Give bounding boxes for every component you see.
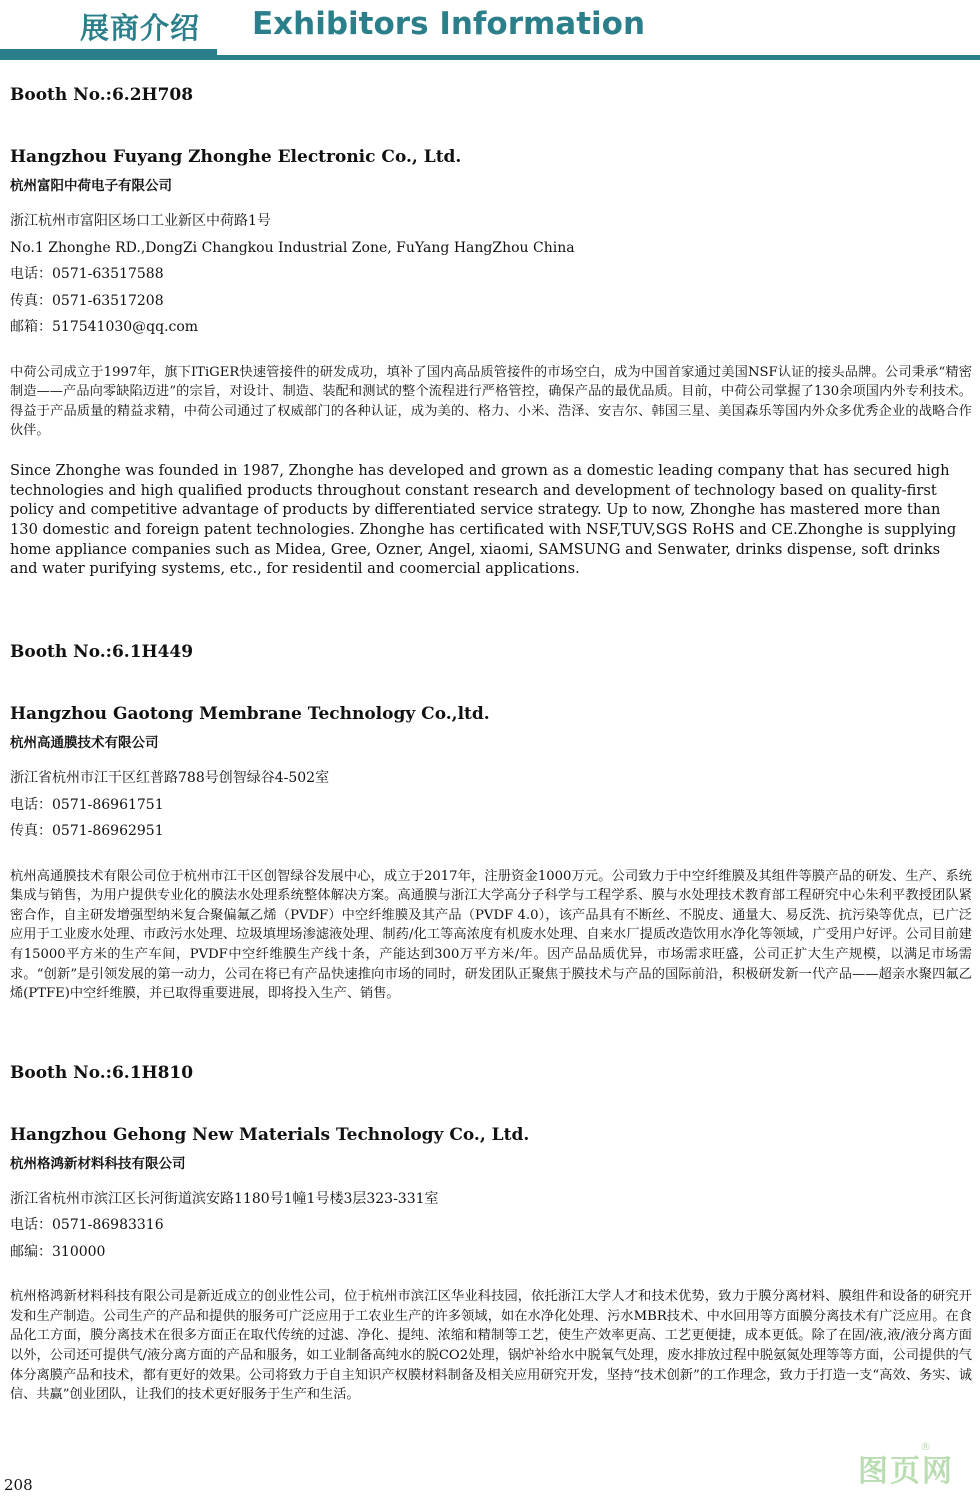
company-name-en: Hangzhou Gehong New Materials Technology Co., Ltd. (10, 1124, 530, 1145)
company-name-cn: 杭州富阳中荷电子有限公司 (10, 178, 172, 194)
contact-phone: 电话：0571-86961751 (10, 796, 164, 813)
watermark-registered-mark: ® (920, 1440, 931, 1453)
page-header (0, 0, 980, 62)
description-cn: 中荷公司成立于1997年，旗下ITiGER快速管接件的研发成功，填补了国内高品质管接件的市场空白，成为中国首家通过美国NSF认证的接头品牌。公司秉承“精密制造——产品向零缺陷迈进”的宗旨，对设计、制造、装配和测试的整个流程进行严格管控，确保产品的最优品质。目前，中荷公司掌握了130余项国内外专利技术。得益于产品质量的精益求精，中荷公司通过了权威部门的各种认证，成为美的、格力、小米、浩泽、安吉尔、韩国三星、美国森乐等国内外众多优秀企业的战略合作伙伴。 (10, 364, 972, 439)
exhibitor-entry (10, 1062, 972, 1405)
description-cn: 杭州高通膜技术有限公司位于杭州市江干区创智绿谷发展中心，成立于2017年，注册资金1000万元。公司致力于中空纤维膜及其组件等膜产品的研发、生产、系统集成与销售，为用户提供专业化的膜法水处理系统整体解决方案。高通膜与浙江大学高分子科学与工程学系、膜与水处理技术教育部工程研究中心朱利平教授团队紧密合作，自主研发增强型纳米复合聚偏氟乙烯（PVDF）中空纤维膜及其产品（PVDF 4.0），该产品具有不断丝、不脱皮、通量大、易反洗、抗污染等优点，已广泛应用于工业废水处理、市政污水处理、垃圾填埋场渗滤液处理、制药/化工等高浓度有机废水处理、自来水厂提质改造饮用水净化等领域，广受用户好评。公司目前建有15000平方米的生产车间，PVDF中空纤维膜生产线十条，产能达到300万平方米/年。因产品品质优异，市场需求旺盛，公司正扩大生产规模，以满足市场需求。“创新”是引领发展的第一动力，公司在将已有产品快速推向市场的同时，研发团队正聚焦于膜技术与产品的国际前沿，积极研发新一代产品——超亲水聚四氟乙烯(PTFE)中空纤维膜，并已取得重要进展，即将投入生产、销售。 (10, 868, 972, 1002)
contact-block (10, 765, 972, 845)
company-name-en: Hangzhou Gaotong Membrane Technology Co.,ltd. (10, 704, 490, 725)
booth-number: Booth No.:6.2H708 (10, 85, 194, 105)
exhibitor-entry (10, 641, 972, 1004)
section-spacer (10, 1004, 972, 1062)
header-title-cn: 展商介绍 (80, 11, 201, 45)
contact-fax: 传真：0571-86962951 (10, 823, 164, 840)
contact-address-en: No.1 Zhonghe RD.,DongZi Changkou Industrial Zone, FuYang HangZhou China (10, 239, 575, 256)
contact-block (10, 208, 972, 341)
contact-email: 邮箱：517541030@qq.com (10, 319, 199, 335)
booth-number: Booth No.:6.1H449 (10, 642, 194, 663)
contact-postcode: 邮编：310000 (10, 1243, 106, 1260)
exhibitor-entry (10, 84, 972, 579)
exhibitor-list (10, 84, 972, 1405)
description-cn: 杭州格鸿新材料科技有限公司是新近成立的创业性公司，位于杭州市滨江区华业科技园，依托浙江大学人才和技术优势，致力于膜分离材料、膜组件和设备的研究开发和生产制造。公司生产的产品和提供的服务可广泛应用于工农业生产的许多领域，如在水净化处理、污水MBR技术、中水回用等方面膜分离技术有广泛应用。在食品化工方面，膜分离技术在很多方面正在取代传统的过滤、净化、提纯、浓缩和精制等工艺，使生产效率更高、工艺更便捷，成本更低。除了在固/液,液/液分离方面以外，公司还可提供气/液分离方面的产品和服务，如工业制备高纯水的脱CO2处理，锅炉补给水中脱氧气处理，废水排放过程中脱氨氮处理等等方面，公司提供的气体分离膜产品和技术，都有更好的效果。公司将致力于自主知识产权膜材料制备及相关应用研究开发，坚持“技术创新”的工作理念，致力于打造一支“高效、务实、诚信、共赢”创业团队，让我们的技术更好服务于生产和生活。 (10, 1289, 972, 1403)
contact-address-cn: 浙江杭州市富阳区场口工业新区中荷路1号 (10, 213, 271, 229)
section-spacer (10, 579, 972, 641)
page-number: 208 (4, 1476, 33, 1494)
watermark-logo: 图页网 (858, 1454, 954, 1489)
header-title-en: Exhibitors Information (252, 6, 646, 42)
description-en: Since Zhonghe was founded in 1987, Zhonghe has developed and grown as a domestic leading company that has secured high technologies and high qualified products throughout constant research and development of technology based on quality-first policy and competitive advantage of products by differentiated service strategy. Up to now, Zhonghe has mastered more than 130 domestic and foreign patent technologies. Zhonghe has certificated with NSF,TUV,SGS RoHS and CE.Zhonghe is supplying home appliance companies such as Midea, Gree, Ozner, Angel, xiaomi, SAMSUNG and Senwater, drinks dispense, soft drinks and water purifying systems, etc., for residentil and coomercial applications. (10, 461, 957, 578)
contact-fax: 传真：0571-63517208 (10, 292, 164, 309)
contact-block (10, 1186, 972, 1266)
booth-number: Booth No.:6.1H810 (10, 1062, 194, 1083)
contact-address-cn: 浙江省杭州市江干区红普路788号创智绿谷4-502室 (10, 770, 330, 787)
company-name-cn: 杭州高通膜技术有限公司 (10, 735, 159, 752)
company-name-en: Hangzhou Fuyang Zhonghe Electronic Co., Ltd. (10, 147, 462, 167)
company-name-cn: 杭州格鸿新材料科技有限公司 (10, 1155, 186, 1172)
contact-phone: 电话：0571-63517588 (10, 266, 164, 282)
contact-address-cn: 浙江省杭州市滨江区长河街道滨安路1180号1幢1号楼3层323-331室 (10, 1190, 439, 1207)
contact-phone: 电话：0571-86983316 (10, 1217, 164, 1234)
